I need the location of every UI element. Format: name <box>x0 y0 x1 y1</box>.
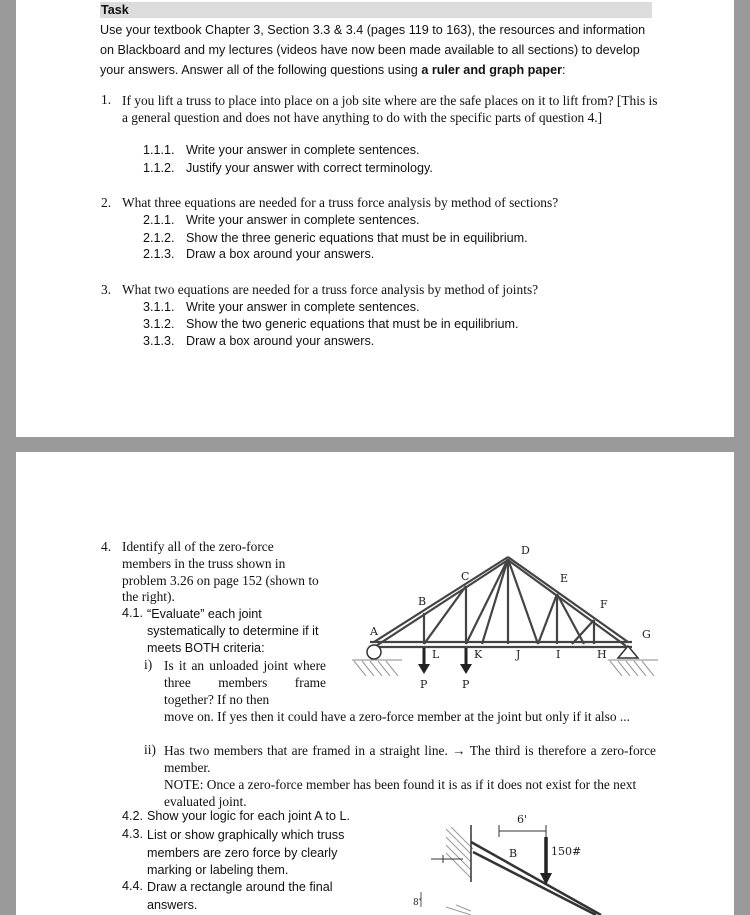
q4-criterion-i-part1: Is it an unloaded joint where three members frame together? If no then <box>164 658 326 707</box>
load-value-label: 150# <box>551 845 582 858</box>
q4-sub4-number: 4.4. <box>122 879 144 893</box>
q4-number: 4. <box>101 539 112 554</box>
frame-diagram-partial <box>401 807 641 915</box>
intro-bold: a ruler and graph paper <box>421 63 562 77</box>
q4-sub4-text: Draw a rectangle around the final answers. <box>147 880 333 912</box>
joint-label-c: C <box>461 570 470 583</box>
q4-sub1-text: “Evaluate” each joint systematically to determine if it meets BOTH criteria: <box>147 607 319 655</box>
truss-members <box>370 557 632 647</box>
q2-sub2-text: Show the three generic equations that must be in equilibrium. <box>186 231 528 245</box>
task-intro <box>100 20 656 80</box>
q2-sub1-number: 2.1.1. <box>143 213 175 227</box>
q3-sub1-text: Write your answer in complete sentences. <box>186 300 420 314</box>
q1-text: If you lift a truss to place into place on a job site where are the safe places on it to lift from? [This is a general question and does not have anything to do with the specific parts of question 4.] <box>122 93 658 125</box>
q2-number: 2. <box>101 195 112 210</box>
load-arrows <box>418 648 472 674</box>
joint-label-b2: B <box>509 847 518 860</box>
dimension-label: 6' <box>517 813 528 826</box>
q4-text: Identify all of the zero-force members in the truss shown in problem 3.26 on page 152 (shown to the right). <box>122 539 319 605</box>
q3-sub1-number: 3.1.1. <box>143 300 175 314</box>
q1-sub1-number: 1.1.1. <box>143 143 175 157</box>
q1-sub1-text: Write your answer in complete sentences. <box>186 143 420 157</box>
wall-hatching <box>446 827 473 915</box>
q1-sub2-text: Justify your answer with correct terminology. <box>186 161 433 175</box>
q4-criterion-i-part2: move on. If yes then it could have a zero-force member at the joint but only if it also ... <box>164 709 630 724</box>
q4-note: NOTE: Once a zero-force member has been found it is as if it does not exist for the next evaluated joint. <box>164 777 637 809</box>
q3-number: 3. <box>101 282 112 297</box>
joint-label-i: I <box>556 648 561 661</box>
q4-sub3-number: 4.3. <box>122 827 144 841</box>
q3-sub2-number: 3.1.2. <box>143 317 175 331</box>
task-header-bar <box>100 2 652 18</box>
joint-label-g: G <box>642 628 651 641</box>
q4-sub3-text: List or show graphically which truss members are zero force by clearly marking or labeling them. <box>147 828 345 877</box>
q3-sub2-text: Show the two generic equations that must be in equilibrium. <box>186 317 519 331</box>
roller-support <box>367 645 381 659</box>
q1-sub2-number: 1.1.2. <box>143 161 175 175</box>
q2-sub2-number: 2.1.2. <box>143 231 175 245</box>
task-title: Task <box>101 3 129 17</box>
joint-label-e: E <box>560 572 569 585</box>
joint-label-l: L <box>432 648 440 661</box>
q4-sub2-number: 4.2. <box>122 809 144 823</box>
height-label: 8' <box>413 898 422 908</box>
q2-sub3-text: Draw a box around your answers. <box>186 247 375 261</box>
q4-criterion-i-number: i) <box>144 657 153 672</box>
ground-hatching <box>352 660 658 676</box>
joint-label-j: J <box>516 648 521 661</box>
q1-number: 1. <box>101 92 112 107</box>
q3-text: What two equations are needed for a truss force analysis by method of joints? <box>122 282 539 297</box>
q3-sub3-number: 3.1.3. <box>143 334 175 348</box>
q2-sub3-number: 2.1.3. <box>143 247 175 261</box>
joint-label-a: A <box>370 625 378 638</box>
page-2 <box>16 452 734 915</box>
intro-text: Use your textbook Chapter 3, Section 3.3 & 3.4 (pages 119 to 163), the resources and information on Blackboard and my lectures (videos have now been made available to all sections) to develop your answers. Answer all of the following questions using <box>100 23 646 77</box>
q4-criterion-ii-number: ii) <box>144 742 156 757</box>
page-1 <box>16 0 734 437</box>
q4-sub1-number: 4.1. <box>122 606 144 620</box>
joint-label-f: F <box>600 598 608 611</box>
joint-label-k: K <box>474 648 483 661</box>
q4-criterion-ii-text: Has two members that are framed in a straight line. → The third is therefore a zero-force member. <box>164 743 656 775</box>
q4-sub2-text: Show your logic for each joint A to L. <box>147 809 351 823</box>
q2-sub1-text: Write your answer in complete sentences. <box>186 213 420 227</box>
joint-label-h: H <box>597 648 607 661</box>
intro-colon: : <box>561 63 566 77</box>
q3-sub3-text: Draw a box around your answers. <box>186 334 375 348</box>
load-label-2: P <box>462 678 470 691</box>
joint-label-b: B <box>418 595 427 608</box>
q2-text: What three equations are needed for a truss force analysis by method of sections? <box>122 195 559 210</box>
joint-label-d: D <box>521 544 530 557</box>
load-label-1: P <box>420 678 428 691</box>
truss-diagram <box>332 542 662 692</box>
